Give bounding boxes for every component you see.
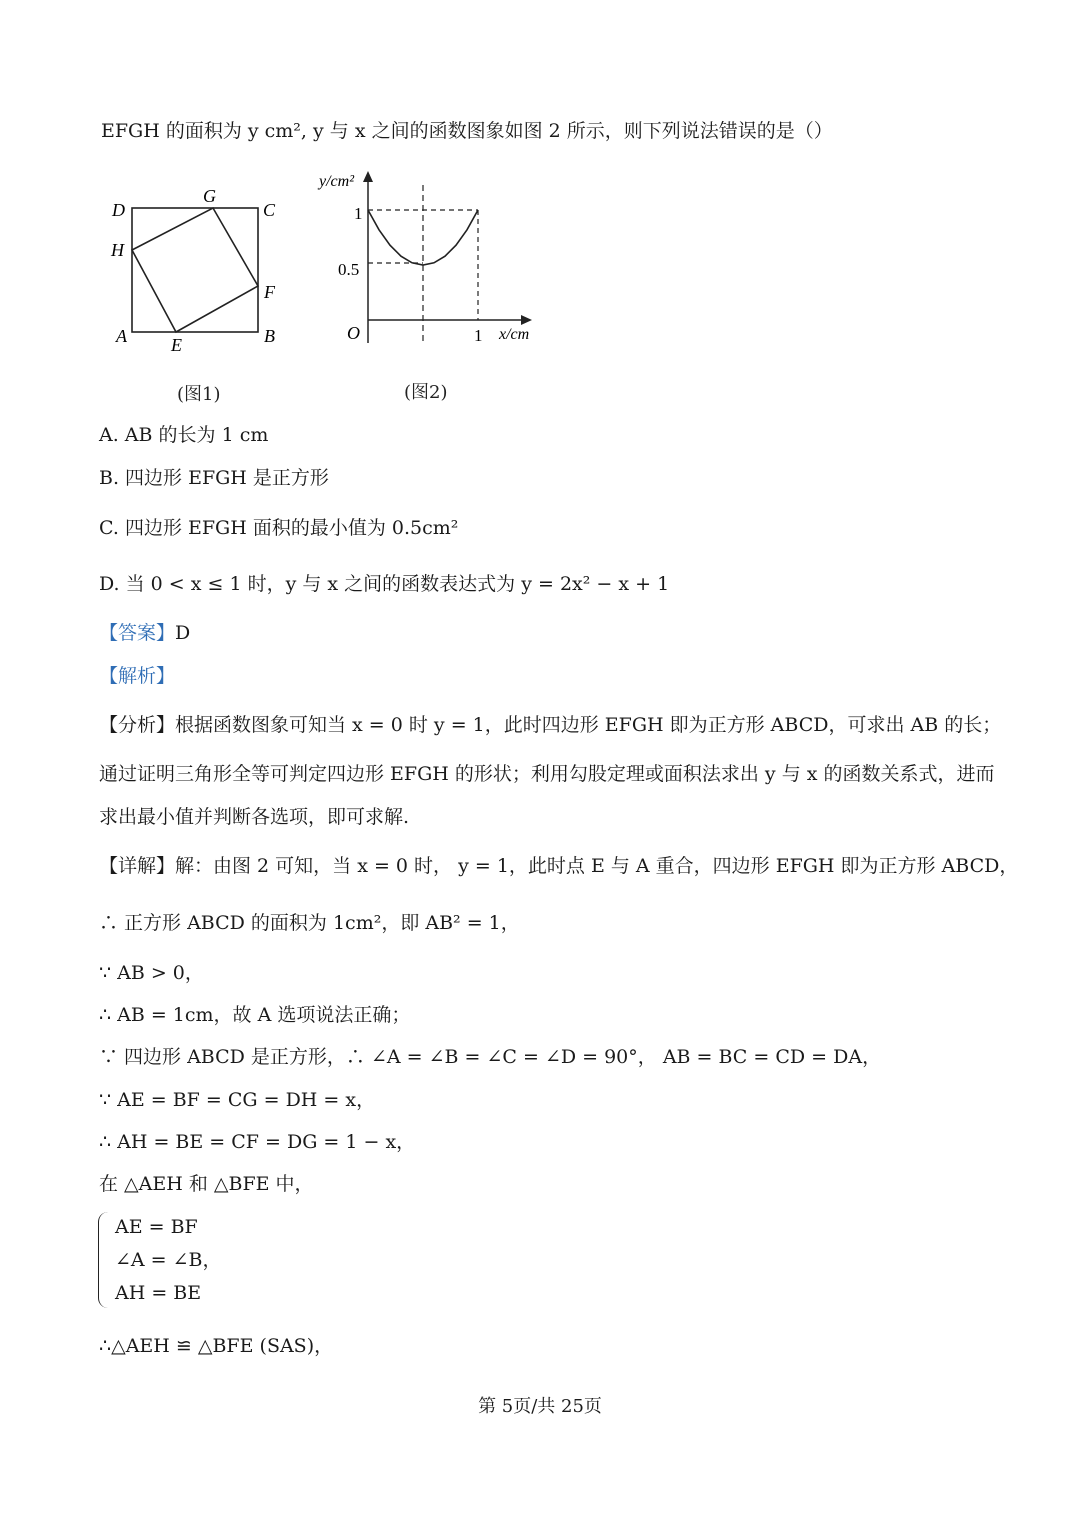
figure-1-square [100, 180, 300, 360]
xiangjie-line: ∵ AB > 0， [99, 962, 204, 984]
label-D: D [112, 200, 125, 220]
system-line: AH = BE [115, 1282, 202, 1304]
conclusion-line: ∴△AEH ≌ △BFE (SAS)， [99, 1335, 334, 1357]
system-line: ∠A = ∠B， [115, 1249, 222, 1271]
tick-x-1: 1 [474, 326, 483, 345]
answer-line [99, 620, 190, 646]
label-F: F [264, 282, 275, 302]
question-text: EFGH 的面积为 y cm², y 与 x 之间的函数图象如图 2 所示，则下列说法错误的是（） [101, 120, 833, 142]
option-a: A. AB 的长为 1 cm [99, 424, 269, 446]
option-b: B. 四边形 EFGH 是正方形 [99, 467, 329, 489]
xiangjie-line: ∴ AB = 1cm，故 A 选项说法正确； [99, 1004, 411, 1026]
label-C: C [263, 200, 276, 220]
fenxi-line: 通过证明三角形全等可判定四边形 EFGH 的形状；利用勾股定理或面积法求出 y 与 x 的函数关系式，进而 [99, 763, 995, 785]
xiangjie-line: 在 △AEH 和 △BFE 中， [99, 1173, 314, 1195]
xiangjie-line: 【详解】解：由图 2 可知，当 x = 0 时， y = 1，此时点 E 与 A 重合，四边形 EFGH 即为正方形 ABCD， [99, 855, 1019, 877]
figure-1-caption: (图1) [177, 384, 221, 405]
option-d: D. 当 0 < x ≤ 1 时，y 与 x 之间的函数表达式为 y = 2x² − x + 1 [99, 573, 670, 595]
xiangjie-line: ∴ AH = BE = CF = DG = 1 − x， [99, 1131, 416, 1153]
answer-label: 【答案】 [99, 622, 176, 644]
answer-value: D [175, 622, 191, 644]
xiangjie-line: ∴ 正方形 ABCD 的面积为 1cm²，即 AB² = 1， [99, 912, 520, 934]
page-footer: 第 5页/共 25页 [478, 1396, 602, 1417]
x-axis-label: x/cm [499, 326, 530, 343]
analysis-label: 【解析】 [99, 665, 176, 687]
figure-2-graph [310, 165, 550, 355]
label-B: B [264, 326, 275, 346]
xiangjie-line: ∵ AE = BF = CG = DH = x， [99, 1089, 376, 1111]
label-H: H [111, 240, 124, 260]
fenxi-line: 【分析】根据函数图象可知当 x = 0 时 y = 1，此时四边形 EFGH 即为正方形 ABCD，可求出 AB 的长； [99, 714, 1002, 736]
xiangjie-line: ∵ 四边形 ABCD 是正方形，∴ ∠A = ∠B = ∠C = ∠D = 90°， AB = BC = CD = DA， [99, 1046, 882, 1068]
system-line: AE = BF [115, 1216, 198, 1238]
system-brace [98, 1212, 111, 1308]
option-c: C. 四边形 EFGH 面积的最小值为 0.5cm² [99, 517, 459, 539]
label-A: A [116, 326, 127, 346]
origin-label: O [347, 323, 360, 343]
y-axis-label: y/cm² [319, 173, 354, 190]
label-G: G [203, 186, 216, 206]
fenxi-line: 求出最小值并判断各选项，即可求解. [99, 806, 410, 828]
figure-2-caption: (图2) [404, 382, 448, 403]
tick-y-0.5: 0.5 [338, 260, 360, 279]
label-E: E [171, 335, 182, 355]
tick-y-1: 1 [354, 204, 363, 223]
